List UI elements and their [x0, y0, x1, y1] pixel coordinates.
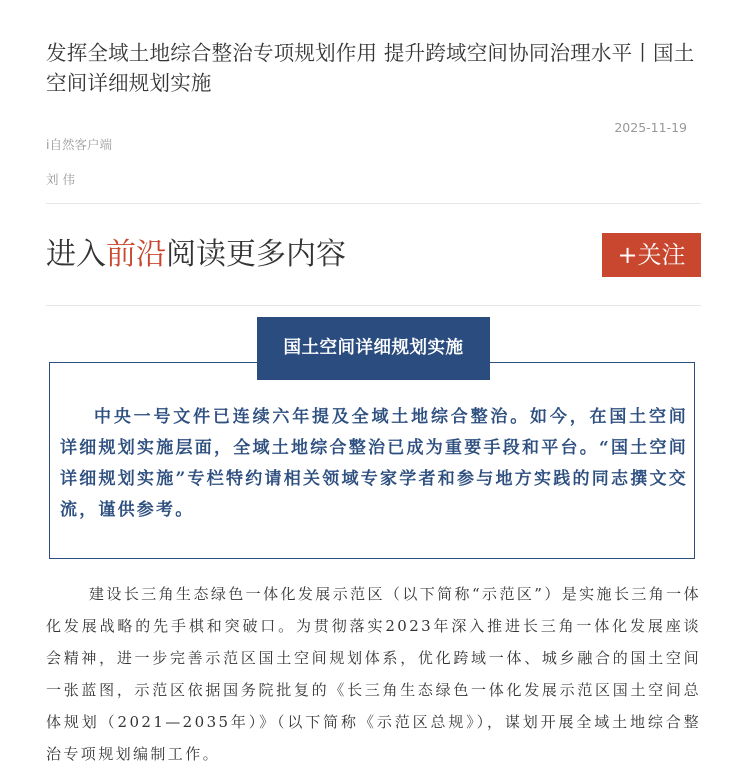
promo-suffix: 阅读更多内容: [166, 237, 346, 272]
divider: [46, 203, 701, 204]
column-tag: 国土空间详细规划实施: [257, 317, 490, 380]
divider: [46, 305, 701, 306]
publish-date: 2025-11-19: [614, 120, 687, 135]
body-paragraph: 建设长三角生态绿色一体化发展示范区（以下简称“示范区”）是实施长三角一体化发展战略的先手棋和突破口。为贯彻落实2023年深入推进长三角一体化发展座谈会精神，进一步完善示范区国土空间规划体系，优化跨域一体、城乡融合的国土空间一张蓝图，示范区依据国务院批复的《长三角生态绿色一体化发展示范区国土空间总体规划（2021—2035年）》（以下简称《示范区总规》），谋划开展全域土地综合整治专项规划编制工作。: [46, 585, 701, 763]
follow-button[interactable]: +关注: [602, 233, 701, 277]
article-author: 刘 伟: [46, 172, 75, 187]
promo-highlight: 前沿: [106, 237, 166, 272]
article-source: i自然客户端: [46, 137, 112, 152]
column-intro-text: 中央一号文件已连续六年提及全域土地综合整治。如今，在国土空间详细规划实施层面，全域土地综合整治已成为重要手段和平台。“国土空间详细规划实施”专栏特约请相关领域专家学者和参与地方实践的同志撰文交流，谨供参考。: [60, 407, 688, 520]
promo-prefix: 进入: [46, 237, 106, 272]
article-title: 发挥全域土地综合整治专项规划作用 提升跨域空间协同治理水平丨国土空间详细规划实施: [46, 41, 695, 95]
promo-banner[interactable]: [46, 233, 346, 277]
